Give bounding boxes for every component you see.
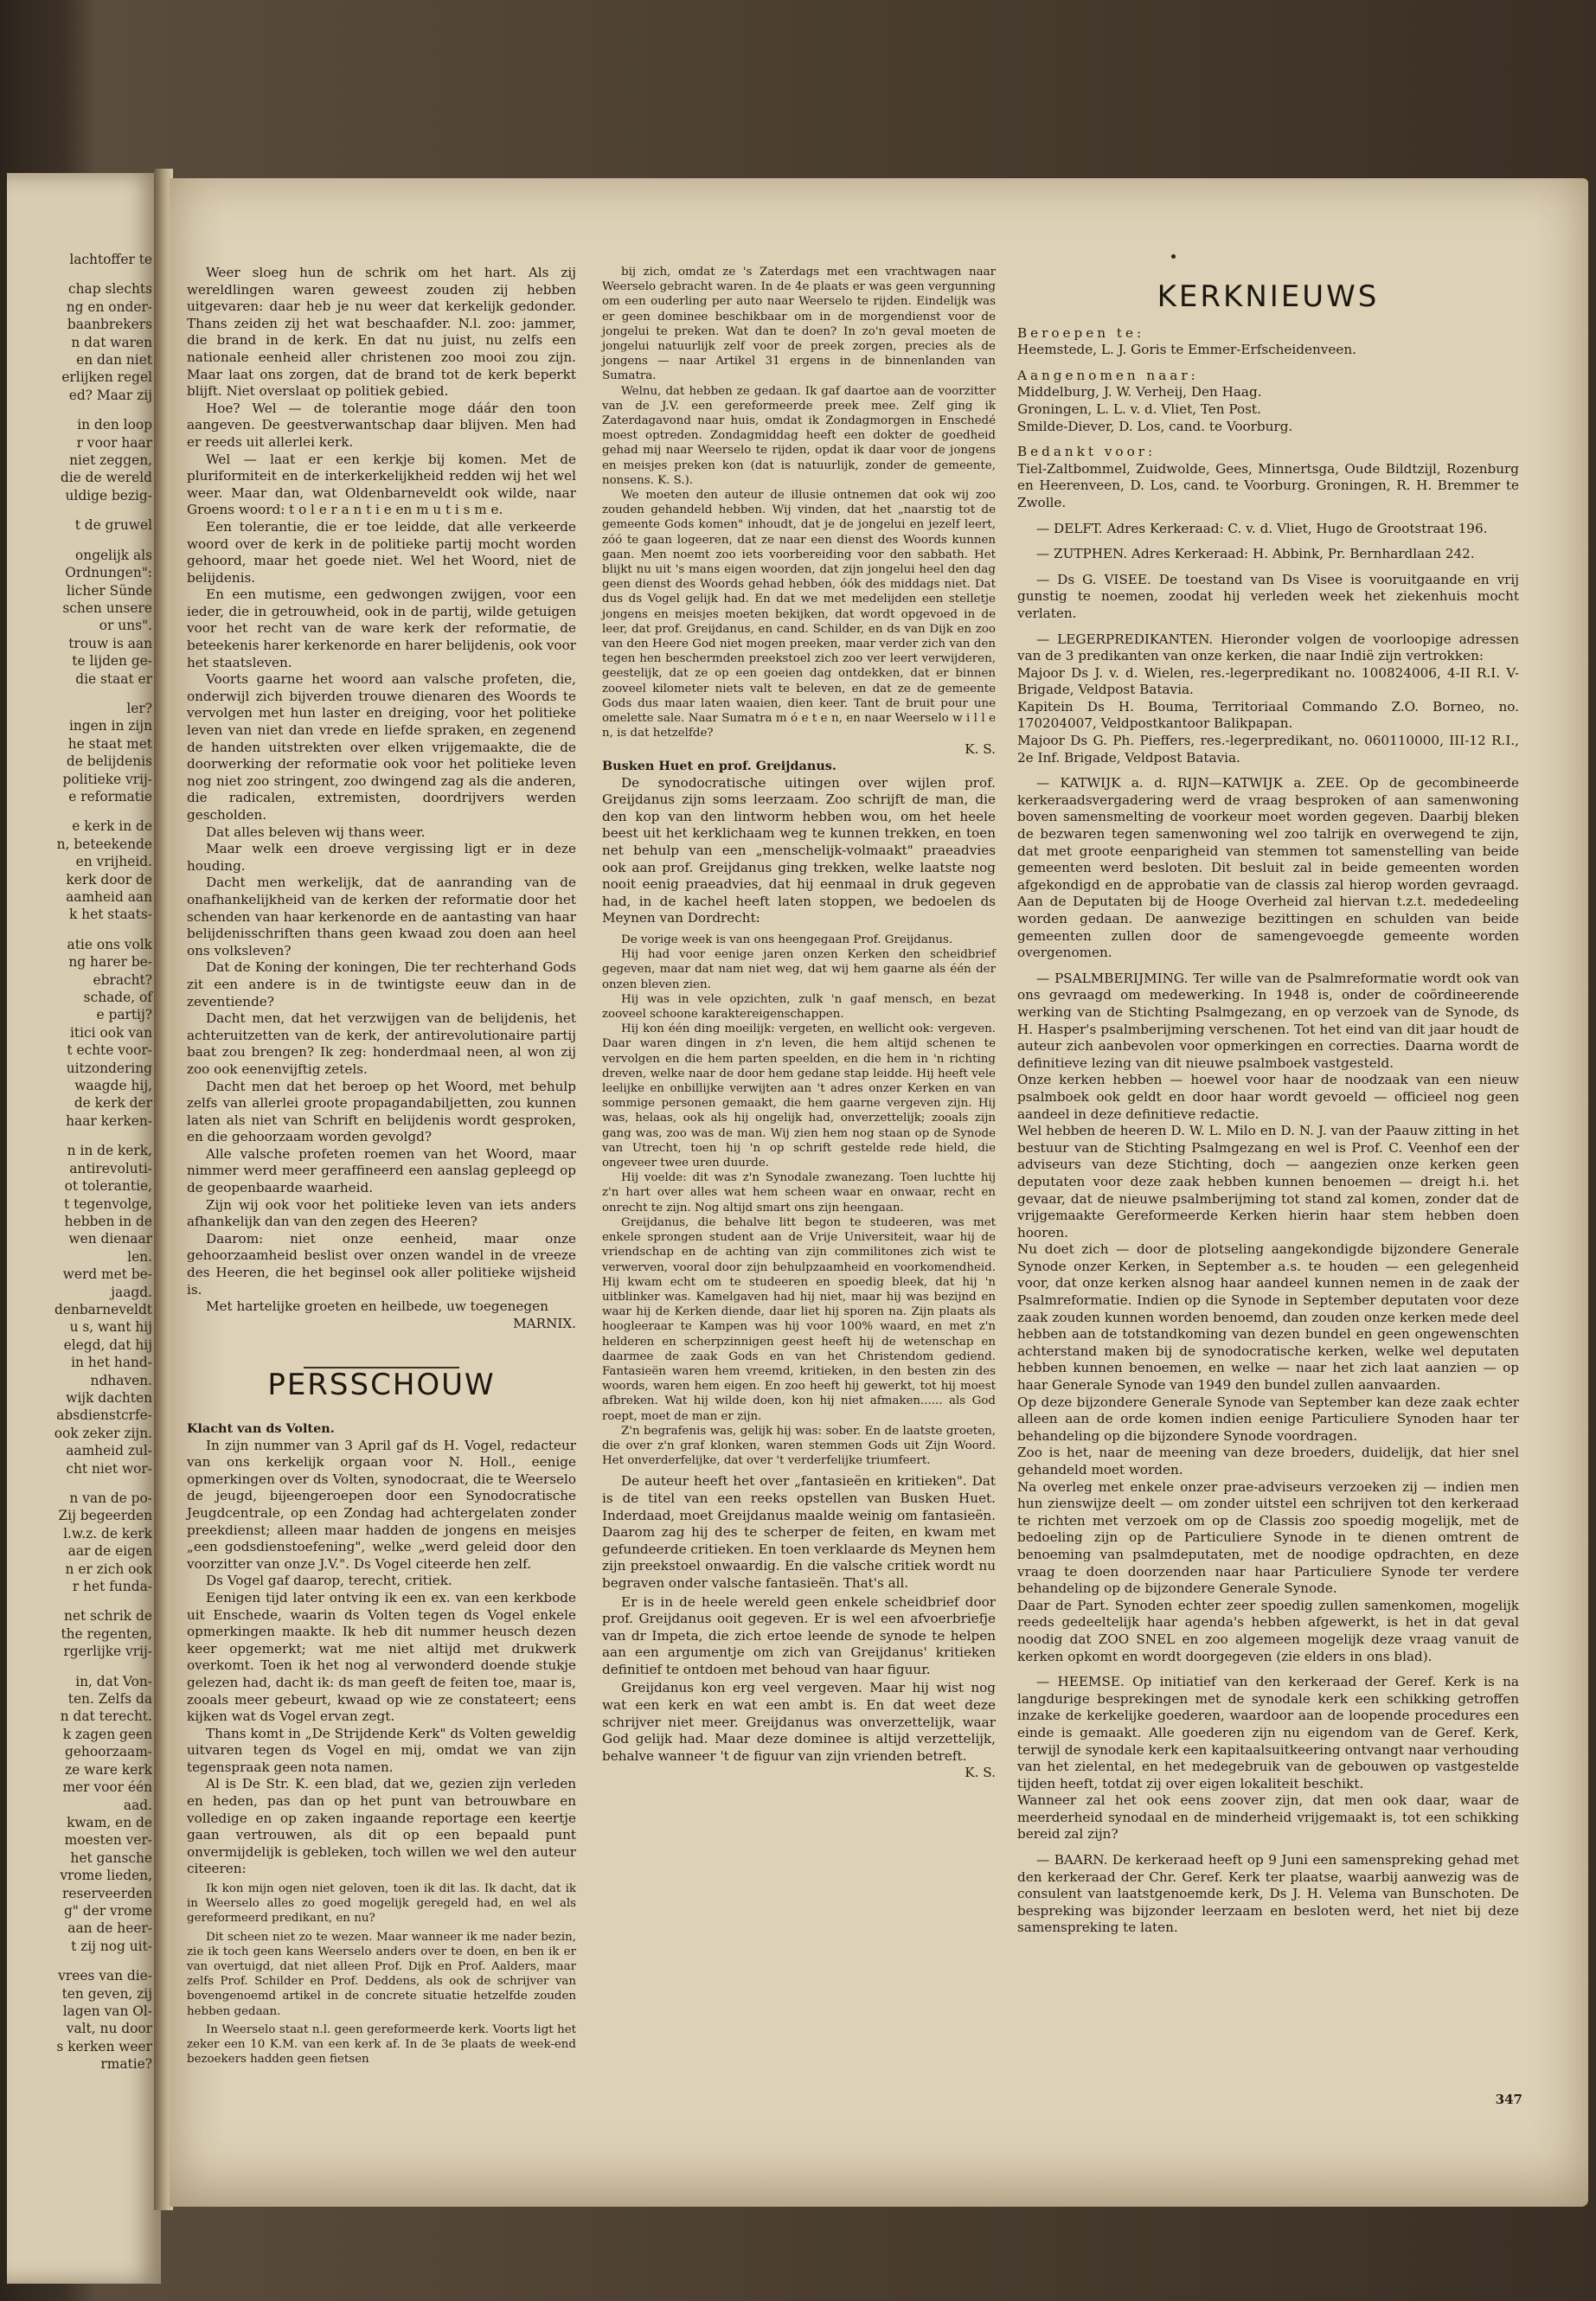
text-fragment: ot tolerantie, <box>64 1178 152 1195</box>
fragment-gap <box>7 268 161 280</box>
paragraph: bij zich, omdat ze 's Zaterdags met een vrachtwagen naar Weerselo gebracht waren. In de 4e plaats er was geen vergunning om een ouderling per auto naar Weerselo te rijden. Eindelijk was er geen dominee beschikbaar om in de morgendienst voor de jongelui te preken. Wat dan te doen? In zo'n geval moeten de jongelui natuurlijk zelf voor de preek zorgen, precies als de jongens — naar Artikel 31 ergens in de binnenlanden van Sumatra. <box>602 266 996 383</box>
text-fragment: gehoorzaam- <box>64 1744 152 1760</box>
text-fragment: schen unsere <box>62 599 152 616</box>
paragraph: Dat alles beleven wij thans weer. <box>206 824 426 840</box>
text-fragment: valt, nu door <box>66 2021 152 2037</box>
text-fragment: ng harer be- <box>68 954 152 971</box>
paragraph: Hoe? Wel — de tolerantie moge dáár den toon aangeven. De geestverwantschap daar blijven. Men had er reeds uit allerlei kerk. <box>187 400 576 450</box>
text-fragment: g" der vrome <box>63 1902 152 1919</box>
text-fragment: n, beteekende <box>56 836 152 852</box>
paragraph: Welnu, dat hebben ze gedaan. Ik gaf daartoe aan de voorzitter van de J.V. een gereformeerde preek mee. Zelf ging ik Zaterdagavond naar huis, omdat ik Zondagmorgen in Enschedé moest optreden. Zondagmiddag heeft een dokter de goedheid gehad mij naar Weerselo te rijden, opdat ik daar voor de jongens en meisjes preken kon (dat is natuurlijk, zonder de gemeente, nonsens. K. S.). <box>602 384 996 487</box>
paragraph: Zijn wij ook voor het politieke leven van iets anders afhankelijk dan van den zegen des Heeren? <box>187 1196 576 1230</box>
text-fragment: wen dienaar <box>68 1231 152 1247</box>
text-fragment: te lijden ge- <box>72 653 152 670</box>
paragraph: Hij kon één ding moeilijk: vergeten, en wellicht ook: vergeven. Daar waren dingen in z'n leven, die hem altijd schenen te vervolgen en die hem parten speelden, en die hem in 'n richting dreven, welke naar de door hem gedane stap leidde. Hij heeft vele leelijke en onbillijke verwijten aan 't adres onzer Kerken en van sommige personen gemaakt, die hem gaarne vergeven zijn. Hij was, helaas, ook als hij ongelijk had, onverzettelijk; zooals zijn gang was, zoo was de man. Wij zien hem nog staan op de Synode van Utrecht, toen hij 'n op schrift gestelde rede hield, die ongeveer twee uren duurde. <box>602 1022 996 1170</box>
persschouw-title: PERSSCHOUW <box>267 1368 496 1403</box>
paragraph: — BAARN. De kerkeraad heeft op 9 Juni een samenspreking gehad met den kerkeraad der Chr. Geref. Kerk ter plaatse, waarbij aanwezig was de consulent van laatstgenoemde kerk, Ds J. H. Velema van Bunschoten. De bespreking was bijzonder leerzaam en besloten werd, het niet bij deze samenspreking te laten. <box>1017 1852 1519 1936</box>
text-fragment: die de wereld <box>60 470 152 486</box>
paragraph: — Ds G. VISEE. De toestand van Ds Visee is vooruitgaande en vrij gunstig te noemen, zoodat hij verleden week het ziekenhuis mocht verlaten. <box>1017 571 1519 621</box>
text-fragment: k zagen geen <box>62 1726 152 1742</box>
text-fragment: k het staats- <box>68 907 152 923</box>
fragment-gap <box>7 504 161 516</box>
paragraph: Dacht men, dat het verzwijgen van de belijdenis, het achteruitzetten van de kerk, der antirevolutionaire partij baat zou brengen? Ik zeg: honderdmaal neen, al won zij zoo ook eenenvijftig zetels. <box>187 1010 576 1077</box>
paragraph: — LEGERPREDIKANTEN. Hieronder volgen de voorloopige adressen van de 3 predikanten van onze kerken, die naar Indië zijn vertrokken: Majoor Ds J. v. d. Wielen, res.-legerpredikant no. 100824006, 4-II R.I. V-Brigade, Veldpost Batavia. Kapitein Ds H. Bouma, Territoriaal Commando Z.O. Borneo, no. 170204007, Veldpostkantoor Balikpapan. Majoor Ds G. Ph. Pieffers, res.-legerpredikant, no. 060110000, III-12 R.I., 2e Inf. Brigade, Veldpost Batavia. <box>1017 631 1519 766</box>
text-fragment: ten geven, zij <box>61 1985 152 2002</box>
text-fragment: trouw is aan <box>68 635 152 651</box>
text-fragment: ongelijk als <box>75 547 152 563</box>
text-fragment: denbarneveldt <box>54 1301 152 1317</box>
text-fragment: itici ook van <box>70 1024 152 1041</box>
signature-ks-2: K. S. <box>965 1765 996 1781</box>
kerknieuws-items <box>1017 521 1519 1938</box>
text-fragment: in, dat Von- <box>75 1673 152 1689</box>
text-fragment: s kerken weer <box>56 2038 152 2054</box>
text-fragment: t tegenvolge, <box>64 1195 152 1212</box>
beroepen-text: Heemstede, L. J. Goris te Emmer-Erfscheidenveen. <box>1017 342 1356 358</box>
fragment-gap <box>7 805 161 817</box>
newspaper-page <box>170 178 1588 2207</box>
text-fragment: elegd, dat hij <box>63 1336 152 1353</box>
paragraph: Z'n begrafenis was, gelijk hij was: sober. En de laatste groeten, die over z'n graf klonken, waren stemmen Gods uit Zijn Woord. Het onverderfelijke, dat over 't verderfelijke triumfeert. <box>602 1424 996 1468</box>
text-fragment: atie ons volk <box>67 936 152 952</box>
column-1 <box>187 265 576 2067</box>
text-fragment: uitzondering <box>66 1060 152 1076</box>
text-fragment: vrome lieden, <box>60 1868 152 1884</box>
paragraph: Met hartelijke groeten en heilbede, uw toegenegen <box>206 1298 548 1315</box>
volten-quote-continued <box>602 265 996 741</box>
text-fragment: ng en onder- <box>66 298 152 315</box>
text-fragment: haar kerken- <box>66 1112 152 1129</box>
fragment-gap <box>7 1595 161 1607</box>
paragraph: Dacht men dat het beroep op het Woord, met behulp zelfs van allerlei groote propagandabiljetten, zou kunnen laten als niet van Schrift en belijdenis wordt gesproken, en die gehoorzaam worden gevolgd? <box>187 1078 576 1145</box>
text-fragment: ed? Maar zij <box>68 387 152 403</box>
text-fragment: l.w.z. de kerk <box>63 1525 152 1541</box>
volten-quote <box>187 1881 576 2067</box>
text-fragment: in den loop <box>77 417 152 433</box>
paragraph: Maar welk een droeve vergissing ligt er in deze houding. <box>187 841 576 874</box>
text-fragment: niet zeggen, <box>69 452 152 469</box>
page-number: 347 <box>1495 2092 1522 2107</box>
text-fragment: aamheid aan <box>66 889 152 905</box>
text-fragment: aar de eigen <box>67 1543 152 1560</box>
text-fragment: schade, of <box>83 990 152 1006</box>
text-fragment: uldige bezig- <box>65 487 152 503</box>
text-fragment: e partij? <box>96 1007 152 1023</box>
text-fragment: vrees van die- <box>58 1968 152 1984</box>
text-fragment: en vrijheid. <box>75 854 152 870</box>
column-3 <box>1017 279 1519 1945</box>
text-fragment: t zij nog uit- <box>71 1938 152 1954</box>
text-fragment: kwam, en de <box>67 1814 152 1830</box>
subhead-volten: Klacht van ds Volten. <box>187 1421 335 1436</box>
text-fragment: n dat waren <box>71 334 152 350</box>
paragraph: Dacht men werkelijk, dat de aanranding van de onafhankelijkheid van de kerken der reformatie door het schenden van haar kerkenorde en de aantasting van haar belijdenisschriften thans geen kwaad zou doen aan heel ons volksleven? <box>187 875 576 958</box>
text-fragment: en dan niet <box>76 352 152 369</box>
text-fragment: Ordnungen": <box>65 565 152 581</box>
paragraph: Weer sloeg hun de schrik om het hart. Als zij wereldlingen waren geweest zouden zij hebben uitgevaren: daar heb je nu weer dat kerkelijk gedonder. Thans zeiden zij het wat beschaafder. N.l. zoo: jammer, die brand in de kerk. En dat nu juist, nu zelfs een nationale eenheid aller christenen zoo mooi zou zijn. Maar laat ons zorgen, dat de brand tot de kerk beperkt blijft. Niet overslaat op politiek gebied. <box>187 265 576 400</box>
fragment-gap <box>7 688 161 700</box>
text-fragment: chap slechts <box>68 281 152 298</box>
text-fragment: lagen van Ol- <box>62 2003 152 2019</box>
text-fragment: aan de heer- <box>67 1920 152 1937</box>
bedankt-block <box>1017 444 1519 511</box>
aangenomen-label: Aangenomen naar: <box>1017 367 1199 383</box>
text-fragment: reserveerden <box>62 1885 152 1901</box>
text-fragment: r voor haar <box>76 434 152 451</box>
bedankt-label: Bedankt voor: <box>1017 444 1157 460</box>
text-fragment: t de gruwel <box>74 517 152 534</box>
text-fragment: wijk dachten <box>66 1389 152 1406</box>
paragraph: Wel — laat er een kerkje bij komen. Met de pluriformiteit en de interkerkelijkheid redden wij het wel weer. Maar dan, wat Oldenbarneveldt ook wilde, naar Groens woord: t o l e r a n t i e en m u t i s m e. <box>187 451 576 518</box>
text-fragment: erlijken regel <box>61 369 152 386</box>
paragraph: De vorige week is van ons heengegaan Prof. Greijdanus. <box>621 933 953 947</box>
paragraph: De synodocratische uitingen over wijlen prof. Greijdanus zijn soms leerzaam. Zoo schrijft de man, die den kop van den lintworm hebben wou, om het heele beest uit het kerklichaam weg te kunnen trekken, en toen net behulp van een „menschelijk-volmaakt" praeadvies ook aan prof. Greijdanus ging trekken, welke laatste nog nooit eenig praeadvies, dat hij eenmaal in druk gegeven had, in de kachel heeft laten stoppen, we bedoelen ds Meynen van Dordrecht: <box>602 774 996 926</box>
text-fragment: ebracht? <box>93 971 152 988</box>
signature-marnix: MARNIX. <box>513 1315 576 1331</box>
paragraph: Alle valsche profeten roemen van het Woord, maar nimmer werd meer gerafﬁneerd een aanslag gepleegd op de geopenbaarde waarheid. <box>187 1145 576 1196</box>
paragraph: Daarom: niet onze eenheid, maar onze gehoorzaamheid beslist over onzen wandel in de vreeze des Heeren, die het beginsel ook aller politieke wijsheid is. <box>187 1230 576 1298</box>
paragraph: Al is De Str. K. een blad, dat we, gezien zijn verleden en heden, pas dan op het punt van betrouwbare en volledige en op zaken ingaande reportage een keertje gaan vertrouwen, als dit op een bepaald punt onvermijdelijk is gebleken, toch willen we wel den auteur citeeren: <box>187 1776 576 1877</box>
text-fragment: kerk door de <box>66 871 152 888</box>
text-fragment: he staat met <box>67 735 152 752</box>
text-fragment: ndhaven. <box>90 1372 152 1388</box>
text-fragment: ler? <box>126 700 152 716</box>
text-fragment: moesten ver- <box>64 1832 152 1849</box>
paragraph: Thans komt in „De Strijdende Kerk" ds Volten geweldig uitvaren tegen ds Vogel en mij, omdat we van zijn tegenspraak geen nota namen. <box>187 1725 576 1775</box>
paragraph: — KATWIJK a. d. RIJN—KATWIJK a. ZEE. Op de gecombineerde kerkeraadsvergadering werd de vraag besproken of aan samenwoning boven samensmelting de voorkeur moet worden gegeven. Daarbij bleken de bezwaren tegen samenwoning wel zoo talrijk en overwegend te zijn, dat met groote eenparigheid van stemmen tot samenstelling van beide gemeenten werd besloten. Dit besluit zal in beide gemeenten worden afgekondigd en de approbatie van de classis zal hierop worden gevraagd. Aan de Deputaten bij de Hooge Overheid zal hiervan t.z.t. mededeeling worden gedaan. De aanwezige bezittingen en schulden van beide gemeenten zullen door de samengevoegde gemeente worden overgenomen. <box>1017 775 1519 961</box>
subhead-busken-huet: Busken Huet en prof. Greijdanus. <box>602 759 836 774</box>
paragraph: De auteur heeft het over „fantasieën en kritieken". Dat is de titel van een reeks opstellen van Busken Huet. Inderdaad, moet Greijdanus maalde weinig om fantasieën. Daarom zag hij des te scherper de feiten, en kwam met gefundeerde critieken. En toen verklaarde ds Meynen hem zijn preekstoel onwaardig. En die valsche critiek wordt nu begraven onder valsche fantasieën. That's all. <box>602 1473 996 1591</box>
text-fragment: n er zich ook <box>65 1561 152 1577</box>
text-fragment: len. <box>127 1248 152 1265</box>
bedankt-text: Tiel-Zaltbommel, Zuidwolde, Gees, Minnertsga, Oude Bildtzijl, Rozenburg en Heerenveen, D. Los, cand. te Voorburg. Groningen, R. H. Bremmer te Zwolle. <box>1017 460 1519 510</box>
text-fragment: ook zeker zijn. <box>54 1425 152 1441</box>
left-page-fragment <box>7 173 161 2284</box>
paragraph: Een tolerantie, die er toe leidde, dat alle verkeerde woord over de kerk in de politieke partij mocht worden gehoord, maar het goede niet. Wel het Woord, niet de belijdenis. <box>187 518 576 586</box>
paragraph: In zijn nummer van 3 April gaf ds H. Vogel, redacteur van ons kerkelijk orgaan voor N. Holl., eenige opmerkingen over ds Volten, synodocraat, die te Weerselo de jeugd, bijeengeroepen door een Synodocratische Jeugdcentrale, op een Zondag had achtergelaten zonder preekdienst; alleen maar hadden de jongens en meisjes „een godsdienstoefening", welke „werd geleid door den voorzitter van onze J.V.". Ds Vogel citeerde hen zelf. <box>187 1437 576 1572</box>
paragraph: Hij was in vele opzichten, zulk 'n gaaf mensch, en bezat zooveel schoone karaktereigenschappen. <box>602 992 996 1022</box>
paragraph: Ds Vogel gaf daarop, terecht, critiek. <box>206 1573 452 1589</box>
paragraph: Hij voelde: dit was z'n Synodale zwanezang. Toen luchtte hij z'n hart over alles wat hem scheen waar en onwaar, recht en onrecht te zijn. Nog altijd smart ons zijn heengaan. <box>602 1171 996 1215</box>
text-fragment: licher Sünde <box>66 582 152 599</box>
text-fragment: rgerlijke vrij- <box>63 1644 152 1660</box>
paragraph: Dit scheen niet zo te wezen. Maar wanneer ik me nader bezin, zie ik toch geen kans Weerselo anders over te doen, en ben ik er van overtuigd, dat niet alleen Prof. Dijk en Prof. Aalders, maar zelfs Prof. Schilder en Prof. Deddens, als ook de schrijver van bovengenoemd artikel in de concrete situatie hetzelfde zouden hebben gedaan. <box>187 1930 576 2018</box>
text-fragment: mer voor één <box>62 1779 152 1796</box>
text-fragment: e reformatie <box>68 788 152 804</box>
text-fragment: absdienstcrfe- <box>56 1407 152 1424</box>
text-fragment: cht niet wor- <box>66 1460 152 1477</box>
text-fragment: ingen in zijn <box>68 718 152 734</box>
text-fragment: ze ware kerk <box>65 1761 152 1778</box>
fragment-gap <box>7 535 161 547</box>
fragment-gap <box>7 404 161 416</box>
text-fragment: jaagd. <box>111 1284 152 1300</box>
text-fragment: waagde hij, <box>74 1078 152 1094</box>
greijdanus-response <box>602 1473 996 1765</box>
text-fragment: e kerk in de <box>72 818 152 835</box>
text-fragment: aad. <box>123 1797 152 1813</box>
volten-article <box>187 1438 576 1878</box>
text-fragment: n van de po- <box>69 1490 152 1506</box>
paragraph: Greijdanus, die behalve litt begon te studeeren, was met enkele sprongen student aan de Vrije Universiteit, waar hij de vriendschap en de achting van zijn commilitones zich wist te verwerven, vooral door zijn behulpzaamheid en voorkomendheid. Hij kwam echt om te studeeren en spoedig bleek, dat hij 'n uitblinker was. Kamelgaven had hij niet, maar hij was bezijnd en waar hij de Kerken diende, daar liet hij sporen na. Zijn plaats als hoogleeraar te Kampen was hij voor 100% waard, en met z'n helderen en scherpzinnigen geest heeft hij de wetenschap en daarmee de zaak Gods en van het Christendom gediend. Fantasieën waren hem vreemd, kritieken, in den besten zin des woords, waren hem eigen. En zoo heeft hij gewerkt, tot hij moest afbreken. Wat hij wilde doen, kon hij niet afmaken...... als God roept, moet de man er zijn. <box>602 1215 996 1423</box>
signature-ks-1: K. S. <box>965 740 996 757</box>
paragraph: Hij had voor eenige jaren onzen Kerken den scheidbrief gegeven, maar dat nam niet weg, dat wij hem gaarne als één der onzen bleven zien. <box>602 948 996 991</box>
meynen-quote <box>602 933 996 1468</box>
greijdanus-article <box>602 775 996 927</box>
paragraph: Greijdanus kon erg veel vergeven. Maar hij wist nog wat een kerk en wat een ambt is. En dat weet deze schrijver niet meer. Greijdanus was onverzettelijk, waar God gelijk had. Maar deze dominee is altijd verzettelijk, behalve wanneer 't de figuur van zijn vrienden betreft. <box>602 1680 996 1764</box>
text-fragment: het gansche <box>70 1849 152 1866</box>
text-fragment: n dat terecht. <box>60 1708 152 1725</box>
fragment-gap <box>7 1130 161 1142</box>
paragraph: Voorts gaarne het woord aan valsche profeten, die, onderwijl zich bijverden trouwe dienaren des Woords te vervolgen met hun laster en dreiging, voor het politieke leven van niet dan vrede en liefde spraken, en zegenend de handen uitstrekten over elken vrijgemaakte, die de doorwerking der reformatie ook voor het politieke leven nog niet zoo stringent, zoo dwingend zag als die anderen, die radicalen, extremisten, doordrijvers werden gescholden. <box>187 671 576 823</box>
paragraph: — DELFT. Adres Kerkeraad: C. v. d. Vliet, Hugo de Grootstraat 196. <box>1036 520 1488 536</box>
kerknieuws-title: KERKNIEUWS <box>1157 279 1380 314</box>
beroepen-label: Beroepen te: <box>1017 324 1145 341</box>
text-fragment: politieke vrij- <box>62 771 152 787</box>
aangenomen-text: Middelburg, J. W. Verheij, Den Haag. Groningen, L. L. v. d. Vliet, Ten Post. Smilde-Diever, D. Los, cand. te Voorburg. <box>1017 384 1293 434</box>
text-fragment: die staat er <box>75 670 152 687</box>
text-fragment: the regenten, <box>61 1625 152 1642</box>
text-fragment: de belijdenis <box>66 753 152 770</box>
persschouw-heading <box>187 1367 576 1403</box>
paragraph: Dat de Koning der koningen, Die ter rechterhand Gods zit een andere is in de twintigste eeuw dan in de zeventiende? <box>187 959 576 1009</box>
text-fragment: u s, want hij <box>69 1319 152 1336</box>
ink-dot <box>1171 254 1176 259</box>
text-fragment: antirevoluti- <box>69 1160 152 1176</box>
paragraph: Eenigen tijd later ontving ik een ex. van een kerkbode uit Enschede, waarin ds Volten tegen ds Vogel enkele opmerkingen maakte. Ik heb dit nummer heusch dezen keer opgemerkt; wat me niet altijd met drukwerk overkomt. Toen ik het nog al verwonderd doende stukje gelezen had, dacht ik: ds man geeft de feiten toe, maar is, zooals meer gebeurt, kwaad op wie ze constateert; eens kijken wat ds Vogel ervan zegt. <box>187 1589 576 1725</box>
text-fragment: aamheid zul- <box>66 1443 152 1459</box>
paragraph: In Weerselo staat n.l. geen gereformeerde kerk. Voorts ligt het zeker een 10 K.M. van een kerk af. In de 3e plaats de week-end bezoekers hadden geen fietsen <box>187 2022 576 2067</box>
text-fragment: hebben in de <box>64 1213 152 1229</box>
text-fragment: n in de kerk, <box>67 1143 152 1159</box>
text-fragment: t echte voor- <box>67 1042 152 1059</box>
paragraph: Ik kon mijn ogen niet geloven, toen ik dit las. Ik dacht, dat ik in Weerselo alles zo goed mogelijk geregeld had, en wel als gereformeerd predikant, en nu? <box>187 1882 576 1926</box>
aangenomen-block <box>1017 368 1519 435</box>
paragraph: We moeten den auteur de illusie ontnemen dat ook wij zoo zouden gehandeld hebben. Wij vinden, dat het „naarstig tot de gemeente Gods komen" inhoudt, dat je de jongelui en jezelf leert, zóó te gaan logeeren, dat ze naar een dienst des Woords kunnen gaan. Men noemt zoo iets voorbereiding voor den sabbath. Het blijkt nu uit 's mans eigen woorden, dat zijn jongelui heel den dag geen dienst des Woords gehad hebben, óók des middags niet. Dat dus ds Vogel gelijk had. En dat we met medelijden een stelletje jongens en meisjes moeten bekijken, dat wordt opgevoed in de leer, dat prof. Greijdanus, en cand. Schilder, en ds van Dijk en zoo van den Heere God niet mogen preeken, maar verder zich van den tegen hen beschermden preekstoel zich zoo ver leert verwijderen, geestelijk, dat ze op een goeien dag ontdekken, dat er binnen zooveel kilometer niets valt te beleven, en dat ze de gemeente Gods dus maar laten waaien, dien keer. Tant de bruit pour une omelette sale. Naar Sumatra m ó e t e n, en naar Weerselo w i l l e n, is dat hetzelfde? <box>602 489 996 740</box>
text-fragment: in het hand- <box>71 1355 152 1371</box>
paragraph: Er is in de heele wereld geen enkele scheidbrief door prof. Greijdanus ooit gegeven. Er is wel een afvoerbriefje van dr Impeta, die zich ertoe leende de synode te helpen aan een argumentje om zich van Greijdanus' kritieken definitief te ontdoen met behoud van haar figuur. <box>602 1593 996 1677</box>
beroepen-block <box>1017 325 1519 359</box>
marnix-letter <box>187 265 576 1316</box>
text-fragment: net schrik de <box>64 1608 152 1625</box>
text-fragment: de kerk der <box>74 1095 152 1112</box>
text-fragment: rmatie? <box>100 2056 152 2073</box>
text-fragment: r het funda- <box>72 1579 152 1595</box>
column-2 <box>602 265 996 1782</box>
text-fragment: lachtoffer te <box>69 252 152 267</box>
fragment-gap <box>7 1955 161 1967</box>
fragment-gap <box>7 1477 161 1490</box>
paragraph: — ZUTPHEN. Adres Kerkeraad: H. Abbink, Pr. Bernhardlaan 242. <box>1036 546 1475 562</box>
text-fragment: or uns". <box>99 618 152 634</box>
text-fragment: ten. Zelfs da <box>67 1691 152 1708</box>
paragraph: — HEEMSE. Op initiatief van den kerkeraad der Geref. Kerk is na langdurige besprekingen met de synodale kerk een schikking getroffen inzake de kerkelijke goederen, waardoor aan de loopende procedures een einde is gemaakt. Alle goederen zijn nu eigendom van de Geref. Kerk, terwijl de synodale kerk een kapitaalsuitkeering ontvangt naar verhouding van het zielental, en het medegebruik van de gebouwen op vastgestelde tijden heeft, totdat zij over eigen lokaliteit beschikt. Wanneer zal het ook eens zoover zijn, dat men ook daar, waar de meerderheid synodaal en de minderheid vrijgemaakt is, tot een schikking bereid zal zijn? <box>1017 1674 1519 1843</box>
text-fragment: Zij begeerden <box>58 1508 152 1524</box>
text-fragment: baanbrekers <box>67 317 152 333</box>
paragraph: — PSALMBERIJMING. Ter wille van de Psalmreformatie wordt ook van ons gevraagd om medewerking. In 1948 is, onder de coördineerende werking van de Stichting Psalmgezang, en op verzoek van de Synode, ds H. Hasper's psalmberijming verschenen. Tot het eind van dit jaar houdt de auteur zich aanbevolen voor opmerkingen en correcties. Daarna wordt de definitieve lezing van dit nieuwe psalmboek vastgesteld. Onze kerken hebben — hoewel voor haar de noodzaak van een nieuw psalmboek ook geldt en door haar wordt gevoeld — officieel nog geen aandeel in deze definitieve redactie. Wel hebben de heeren D. W. L. Milo en D. N. J. van der Paauw zitting in het bestuur van de Stichting Psalmgezang en wel is Prof. C. Veenhof een der adviseurs van deze Stichting, doch — aangezien onze kerken geen deputaten voor deze zaak hebben kunnen benoemen — dreigt h.i. het gevaar, dat de nieuwe psalmberijming tot stand zal komen, zonder dat de vrijgemaakte Gereformeerde Kerken hierin haar stem hebben doen hooren. Nu doet zich — door de plotseling aangekondigde bijzondere Generale Synode onzer Kerken, in September a.s. te houden — een gelegenheid voor, dat onze kerken alsnog haar aandeel kunnen nemen in de zaak der Psalmreformatie. Indien op die Synode in September deputaten voor deze zaak zouden kunnen worden benoemd, dan zouden onze kerken mede deel hebben aan de totstandkoming van dezen bundel en geen ongewenschten achterstand maken bij de synodocratische kerken, welke wel deputaten hebben kunnen benoemen, en welke — naar het zich laat aanzien — op haar Generale Synode van 1949 den bundel zullen aanvaarden. Op deze bijzondere Generale Synode van September kan deze zaak echter alleen aan de orde komen indien eenige Particuliere Synoden haar ter behandeling op die bijzondere Synode voordragen. Zoo is het, naar de meening van deze broeders, duidelijk, dat hier snel gehandeld moet worden. Na overleg met enkele onzer prae-adviseurs verzoeken zij — indien men hun zienswijze deelt — om zonder uitstel een schrijven tot den kerkeraad te richten met verzoek om op de Classis zoo spoedig mogelijk, met de bedoeling zijn op de Particuliere Synode in te dienen omtrent de benoeming van psalmdeputaten, met de noodige opdrachten, en deze vraag te doen doorzenden naar haar Particuliere Synode ter verdere behandeling op de bijzondere Generale Synode. Daar de Part. Synoden echter zeer spoedig zullen samenkomen, mogelijk reeds gedeeltelijk haar agenda's hebben afgewerkt, is het in dat geval noodig dat ZOO SNEL en zoo algemeen mogelijk deze vraag vanuit de kerken opkomt en wordt doorgegeven (zie elders in ons blad). <box>1017 970 1519 1664</box>
text-fragment: werd met be- <box>62 1266 152 1283</box>
paragraph: En een mutisme, een gedwongen zwijgen, voor een ieder, die in getrouwheid, ook in de partij, wilde getuigen voor het recht van de ware kerk der reformatie, de beteekenis harer kerkenorde en harer belijdenis, ook voor het staatsleven. <box>187 586 576 670</box>
fragment-gap <box>7 924 161 936</box>
fragment-gap <box>7 1661 161 1673</box>
